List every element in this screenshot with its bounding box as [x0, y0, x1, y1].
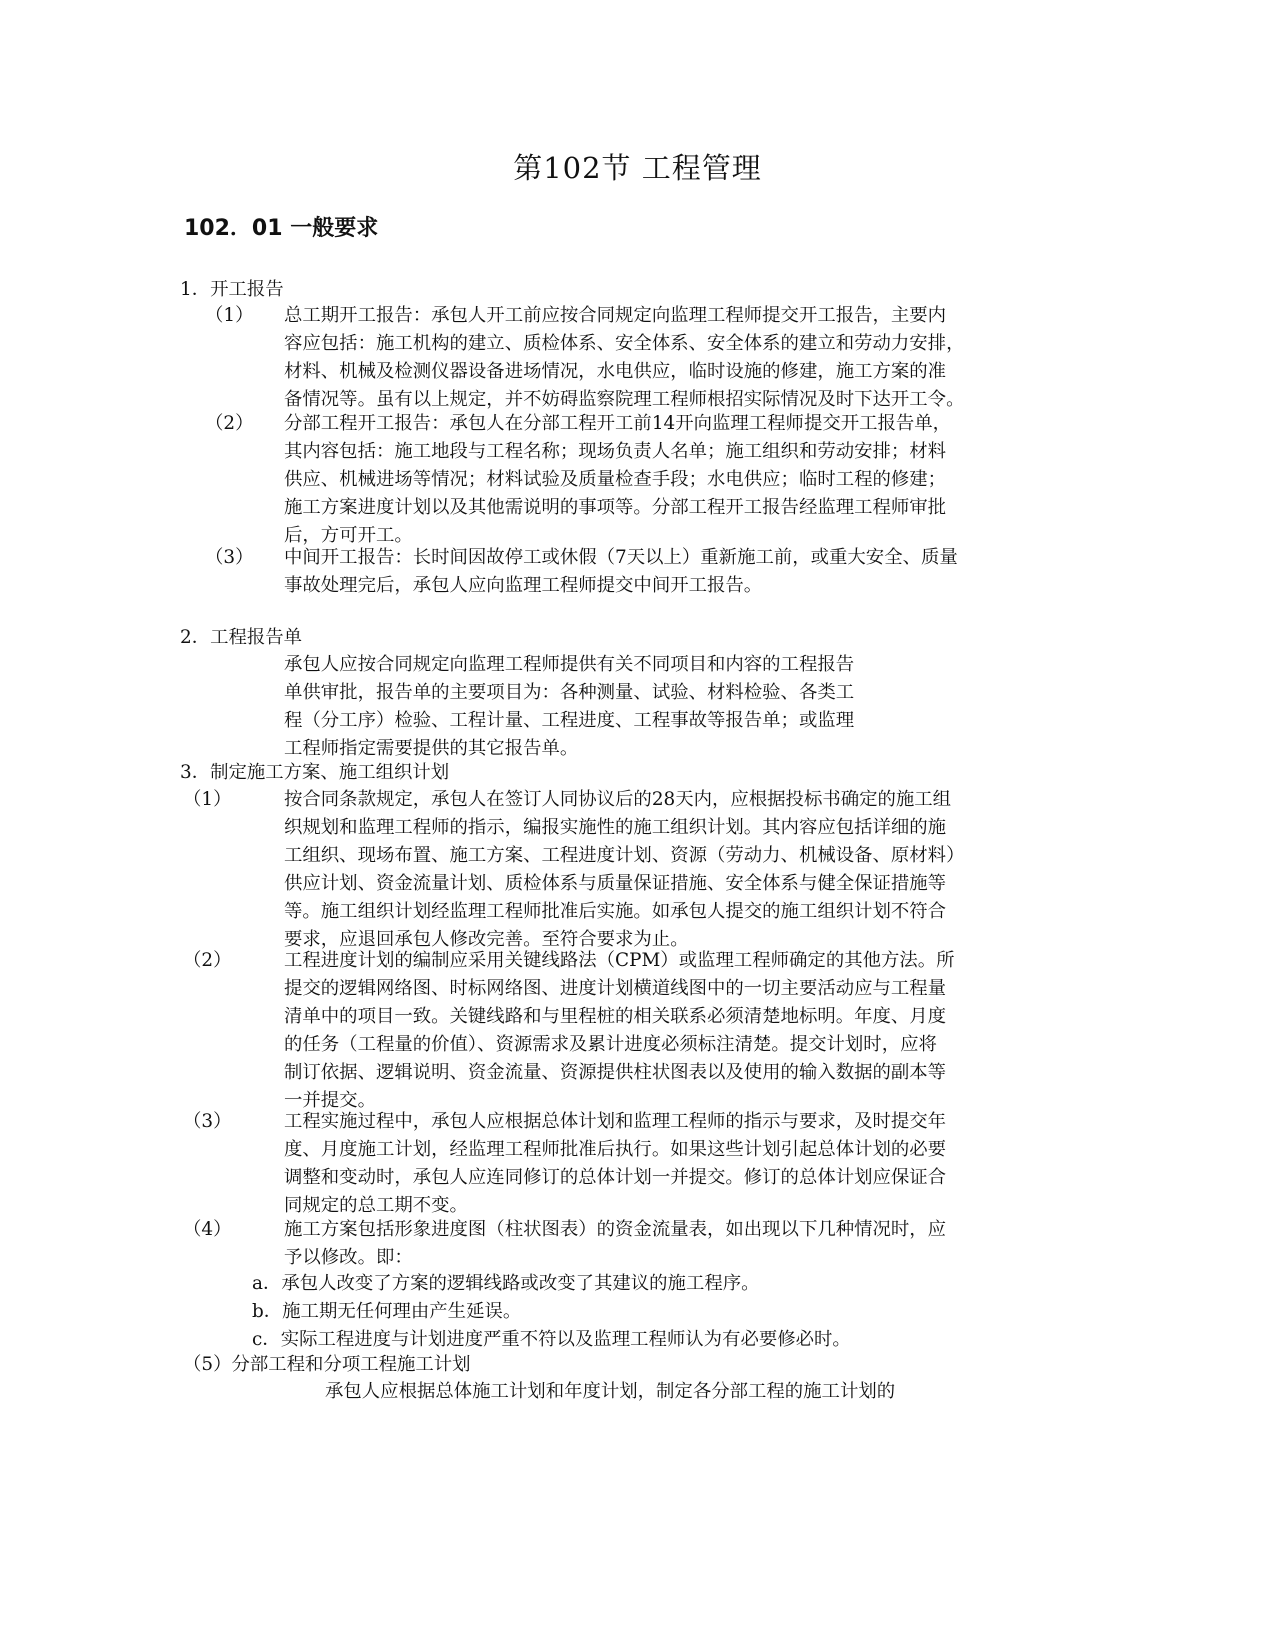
text-line: 总工期开工报告：承包人开工前应按合同规定向监理工程师提交开工报告，主要内: [284, 305, 947, 326]
text-line: 事故处理完后，承包人应向监理工程师提交中间开工报告。: [284, 575, 763, 596]
text-line: 按合同条款规定，承包人在签订人同协议后的28天内，应根据投标书确定的施工组: [284, 789, 952, 810]
text-line: 材料、机械及检测仪器设备进场情况，水电供应，临时设施的修建，施工方案的准: [284, 361, 947, 382]
item-heading-3: 3．制定施工方案、施工组织计划: [180, 762, 450, 783]
section-heading: 102．01 一般要求: [184, 216, 379, 241]
text-line: 提交的逻辑网络图、时标网络图、进度计划横道线图中的一切主要活动应与工程量: [284, 978, 947, 999]
text-line: 一并提交。: [284, 1090, 376, 1111]
text-line: 备情况等。虽有以上规定，并不妨碍监察院理工程师根招实际情况及时下达开工令。: [284, 389, 965, 410]
paragraph: [325, 1378, 895, 1406]
text-line: 清单中的项目一致。关键线路和与里程桩的相关联系必须清楚地标明。年度、月度: [284, 1006, 947, 1027]
text-line: 工程进度计划的编制应采用关键线路法（CPM）或监理工程师确定的其他方法。所: [284, 950, 955, 971]
text-line: 单供审批，报告单的主要项目为：各种测量、试验、材料检验、各类工: [284, 682, 855, 703]
paragraph: [284, 947, 955, 1115]
paragraph: [284, 544, 958, 600]
text-line: 度、月度施工计划，经监理工程师批准后执行。如果这些计划引起总体计划的必要: [284, 1139, 947, 1160]
item-heading-2: 2．工程报告单: [180, 627, 303, 648]
paragraph-number: （1）: [183, 789, 232, 810]
paragraph-number: （3）: [205, 547, 254, 568]
text-line: 施工方案包括形象进度图（柱状图表）的资金流量表，如出现以下几种情况时，应: [284, 1219, 947, 1240]
text-line: 织规划和监理工程师的指示，编报实施性的施工组织计划。其内容应包括详细的施: [284, 817, 947, 838]
list-item: b．施工期无任何理由产生延误。: [252, 1301, 522, 1322]
paragraph-number: （1）: [205, 305, 254, 326]
text-line: 的任务（工程量的价值）、资源需求及累计进度必须标注清楚。提交计划时，应将: [284, 1034, 937, 1055]
text-line: 同规定的总工期不变。: [284, 1195, 468, 1216]
text-line: 其内容包括：施工地段与工程名称；现场负责人名单；施工组织和劳动安排；材料: [284, 441, 947, 462]
paragraph-number: （3）: [183, 1111, 232, 1132]
text-line: 工程师指定需要提供的其它报告单。: [284, 738, 579, 759]
list-item: c．实际工程进度与计划进度严重不符以及监理工程师认为有必要修必时。: [252, 1329, 851, 1350]
paragraph: [284, 410, 951, 550]
sub-item-list: [252, 1270, 851, 1354]
text-line: 工程实施过程中，承包人应根据总体计划和监理工程师的指示与要求，及时提交年: [284, 1111, 947, 1132]
paragraph: [284, 651, 854, 763]
paragraph-heading: （5）分部工程和分项工程施工计划: [183, 1354, 471, 1375]
text-line: 承包人应根据总体施工计划和年度计划，制定各分部工程的施工计划的: [325, 1381, 896, 1402]
paragraph-number: （2）: [205, 413, 254, 434]
text-line: 分部工程开工报告：承包人在分部工程开工前14开向监理工程师提交开工报告单，: [284, 413, 952, 434]
text-line: 调整和变动时，承包人应连同修订的总体计划一并提交。修订的总体计划应保证合: [284, 1167, 947, 1188]
paragraph: [284, 1216, 946, 1272]
text-line: 容应包括：施工机构的建立、质检体系、安全体系、安全体系的建立和劳动力安排，: [284, 333, 965, 354]
paragraph: [284, 302, 964, 414]
text-line: 制订依据、逻辑说明、资金流量、资源提供柱状图表以及使用的输入数据的副本等: [284, 1062, 947, 1083]
text-line: 后，方可开工。: [284, 525, 413, 546]
paragraph: [284, 1108, 946, 1220]
text-line: 供应、机械进场等情况；材料试验及质量检查手段；水电供应；临时工程的修建；: [284, 469, 947, 490]
paragraph-number: （2）: [183, 950, 232, 971]
text-line: 要求，应退回承包人修改完善。至符合要求为止。: [284, 929, 689, 950]
item-heading-1: 1．开工报告: [180, 279, 284, 300]
text-line: 施工方案进度计划以及其他需说明的事项等。分部工程开工报告经监理工程师审批: [284, 497, 947, 518]
paragraph-number: （4）: [183, 1219, 232, 1240]
text-line: 程（分工序）检验、工程计量、工程进度、工程事故等报告单；或监理: [284, 710, 855, 731]
paragraph: [284, 786, 964, 954]
text-line: 予以修改。即：: [284, 1247, 413, 1268]
page-title: 第102节 工程管理: [513, 151, 762, 185]
text-line: 供应计划、资金流量计划、质检体系与质量保证措施、安全体系与健全保证措施等: [284, 873, 947, 894]
list-item: a．承包人改变了方案的逻辑线路或改变了其建议的施工程序。: [252, 1273, 760, 1294]
text-line: 工组织、现场布置、施工方案、工程进度计划、资源（劳动力、机械设备、原材料）: [284, 845, 965, 866]
text-line: 中间开工报告：长时间因故停工或休假（7天以上）重新施工前，或重大安全、质量: [284, 547, 958, 568]
text-line: 等。施工组织计划经监理工程师批准后实施。如承包人提交的施工组织计划不符合: [284, 901, 947, 922]
text-line: 承包人应按合同规定向监理工程师提供有关不同项目和内容的工程报告: [284, 654, 855, 675]
